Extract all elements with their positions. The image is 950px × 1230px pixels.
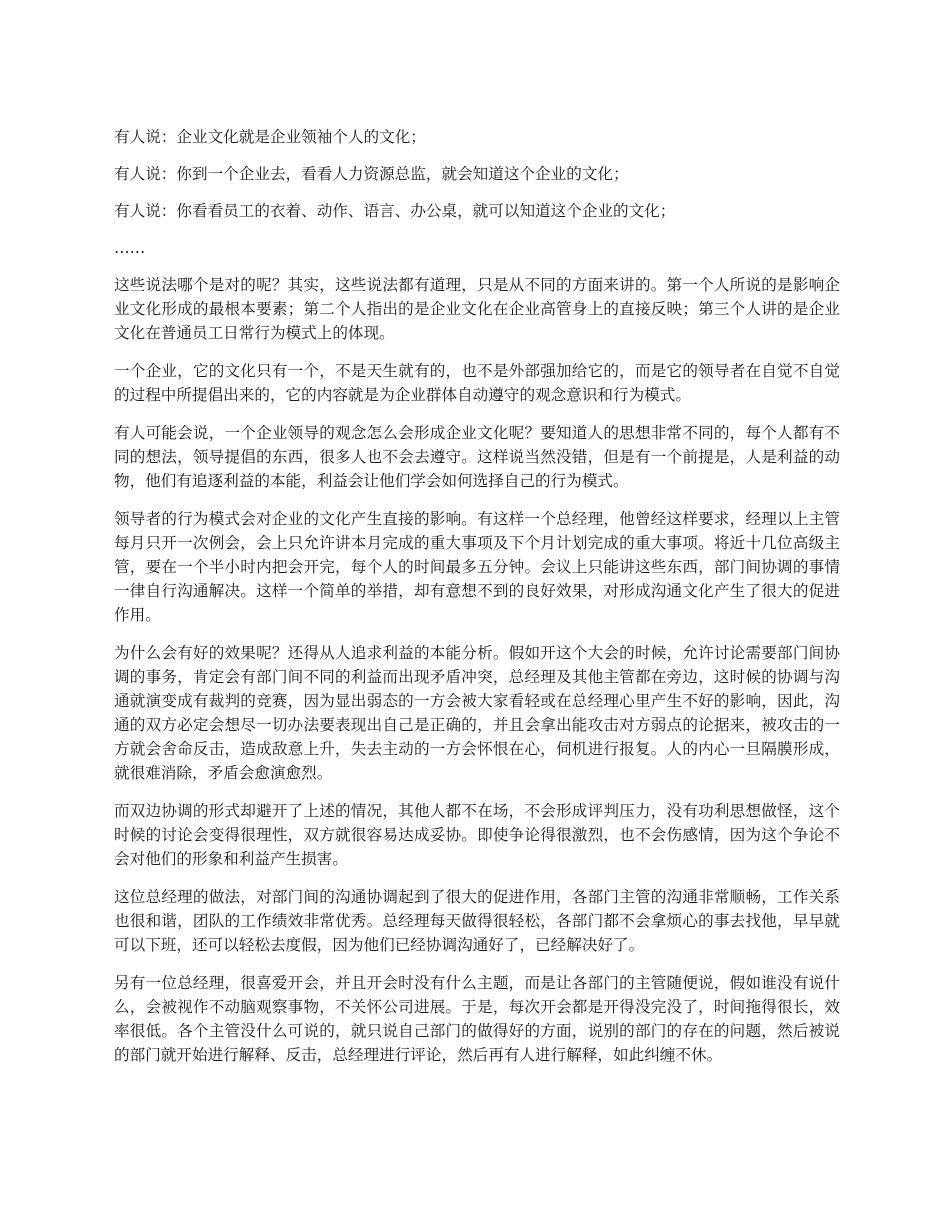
paragraph-bilateral: 而双边协调的形式却避开了上述的情况，其他人都不在场，不会形成评判压力，没有功利思想做怪，这个时候的讨论会变得很理性，双方就很容易达成妥协。即使争论得很激烈，也不会伤感情，因为这个争论不会对他们的形象和利益产生损害。 <box>114 802 840 868</box>
paragraph-objection: 有人可能会说，一个企业领导的观念怎么会形成企业文化呢？要知道人的思想非常不同的，每个人都有不同的想法，领导提倡的东西，很多人也不会去遵守。这样说当然没错，但是有一个前提是，人是利益的动物，他们有追逐利益的本能，利益会让他们学会如何选择自己的行为模式。 <box>114 424 840 490</box>
paragraph-culture-definition: 一个企业，它的文化只有一个，不是天生就有的，也不是外部强加给它的，而是它的领导者在自觉不自觉的过程中所提倡出来的，它的内容就是为企业群体自动遵守的观念意识和行为模式。 <box>114 362 840 404</box>
paragraph-analysis: 这些说法哪个是对的呢？其实，这些说法都有道理，只是从不同的方面来讲的。第一个人所说的是影响企业文化形成的最根本要素；第二个人指出的是企业文化在企业高管身上的直接反映；第三个人讲的是企业文化在普通员工日常行为模式上的体现。 <box>114 276 840 342</box>
document-body <box>114 125 840 1081</box>
paragraph-opinion-1: 有人说：企业文化就是企业领袖个人的文化； <box>114 128 426 146</box>
paragraph-ellipsis: …… <box>114 239 146 257</box>
paragraph-opinion-2: 有人说：你到一个企业去，看看人力资源总监，就会知道这个企业的文化； <box>114 165 629 183</box>
paragraph-opinion-3: 有人说：你看看员工的衣着、动作、语言、办公桌，就可以知道这个企业的文化； <box>114 202 676 220</box>
paragraph-why-effective: 为什么会有好的效果呢？还得从人追求利益的本能分析。假如开这个大会的时候，允许讨论需要部门间协调的事务，肯定会有部门间不同的利益而出现矛盾冲突，总经理及其他主管都在旁边，这时候的协调与沟通就演变成有裁判的竞赛，因为显出弱态的一方会被大家看轻或在总经理心里产生不好的影响，因此，沟通的双方必定会想尽一切办法要表现出自己是正确的，并且会拿出能攻击对方弱点的论据来，被攻击的一方就会舍命反击，造成敌意上升，失去主动的一方会怀恨在心，伺机进行报复。人的内心一旦隔膜形成，就很难消除，矛盾会愈演愈烈。 <box>114 644 840 782</box>
paragraph-counter-example: 另有一位总经理，很喜爱开会，并且开会时没有什么主题，而是让各部门的主管随便说，假如谁没有说什么，会被视作不动脑观察事物，不关怀公司进展。于是，每次开会都是开得没完没了，时间拖得很长，效率很低。各个主管没什么可说的，就只说自己部门的做得好的方面，说别的部门的存在的问题，然后被说的部门就开始进行解释、反击，总经理进行评论，然后再有人进行解释，如此纠缠不休。 <box>114 974 840 1064</box>
paragraph-result: 这位总经理的做法，对部门间的沟通协调起到了很大的促进作用，各部门主管的沟通非常顺畅，工作关系也很和谐，团队的工作绩效非常优秀。总经理每天做得很轻松，各部门都不会拿烦心的事去找他，早早就可以下班，还可以轻松去度假，因为他们已经协调沟通好了，已经解决好了。 <box>114 888 840 954</box>
paragraph-leader-example: 领导者的行为模式会对企业的文化产生直接的影响。有这样一个总经理，他曾经这样要求，经理以上主管每月只开一次例会，会上只允许讲本月完成的重大事项及下个月计划完成的重大事项。将近十几位高级主管，要在一个半小时内把会开完，每个人的时间最多五分钟。会议上只能讲这些东西，部门间协调的事情一律自行沟通解决。这样一个简单的举措，却有意想不到的良好效果，对形成沟通文化产生了很大的促进作用。 <box>114 510 840 624</box>
